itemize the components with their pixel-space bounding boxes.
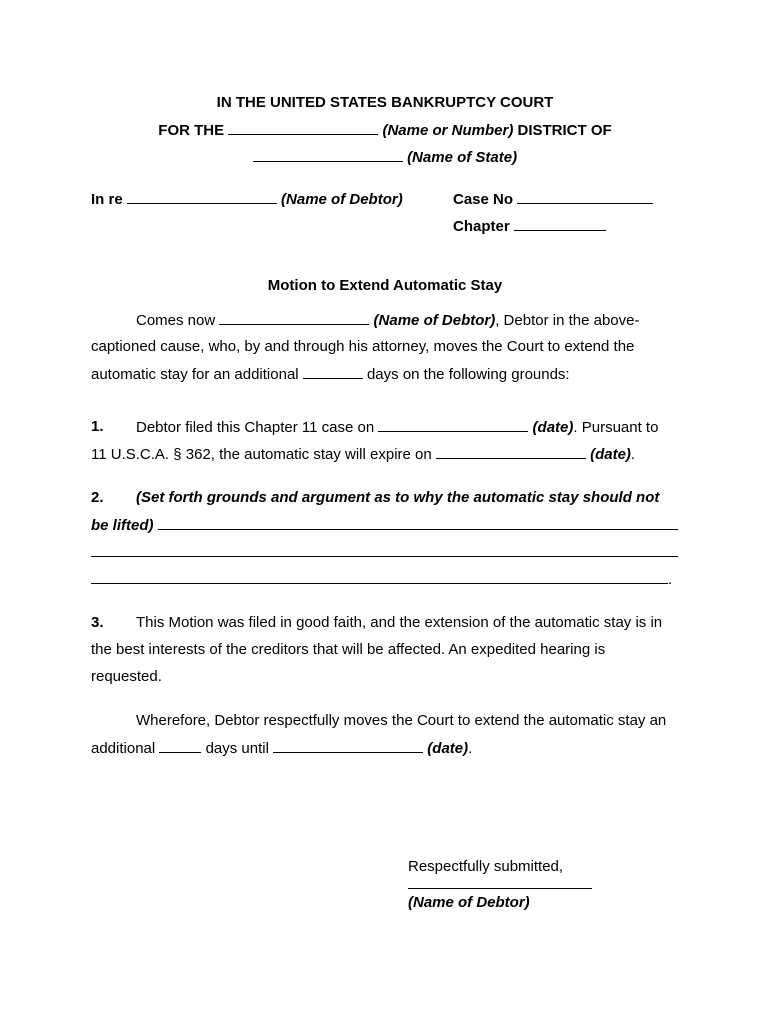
para2-instruction-2: be lifted)	[91, 516, 678, 535]
chapter-blank[interactable]	[514, 217, 606, 231]
wherefore-line-1: Wherefore, Debtor respectfully moves the Court to extend the automatic stay an	[136, 712, 667, 729]
days-blank[interactable]	[303, 365, 363, 379]
motion-title: Motion to Extend Automatic Stay	[267, 277, 503, 294]
grounds-blank-2[interactable]	[91, 543, 678, 557]
para1-line-2: 11 U.S.C.A. § 362, the automatic stay will expire on (date).	[91, 446, 636, 463]
para3-line-1: This Motion was filed in good faith, and the extension of the automatic stay is in	[136, 614, 663, 631]
para1-line-1: Debtor filed this Chapter 11 case on (date). Pursuant to	[136, 419, 659, 436]
district-line: FOR THE (Name or Number) DISTRICT OF	[158, 122, 612, 139]
para3-line-3: requested.	[91, 668, 162, 685]
para2-instruction-1: (Set forth grounds and argument as to why the automatic stay should not	[136, 489, 660, 506]
district-blank[interactable]	[228, 121, 378, 135]
in-re-line: In re (Name of Debtor)	[91, 191, 403, 208]
intro-line-3: automatic stay for an additional days on the following grounds:	[91, 366, 570, 383]
para3-number: 3.	[91, 614, 104, 631]
intro-line-2: captioned cause, who, by and through his attorney, moves the Court to extend the	[91, 338, 635, 355]
intro-debtor-blank[interactable]	[219, 311, 369, 325]
wherefore-line-2: additional days until (date).	[91, 740, 473, 757]
additional-days-blank[interactable]	[159, 739, 201, 753]
chapter-line: Chapter	[453, 217, 606, 236]
court-heading: IN THE UNITED STATES BANKRUPTCY COURT	[216, 94, 554, 111]
grounds-blank-3[interactable]	[91, 570, 668, 584]
filing-date-blank[interactable]	[378, 418, 528, 432]
closing-text: Respectfully submitted,	[408, 858, 564, 875]
intro-line-1: Comes now (Name of Debtor), Debtor in the above-	[136, 312, 640, 329]
signature-name: (Name of Debtor)	[408, 894, 530, 911]
until-date-blank[interactable]	[273, 739, 423, 753]
debtor-name-blank[interactable]	[127, 190, 277, 204]
state-blank[interactable]	[253, 148, 403, 162]
para3-line-2: the best interests of the creditors that will be affected. An expedited hearing is	[91, 641, 606, 658]
grounds-blank-1[interactable]	[158, 516, 678, 530]
para2-blank-line-3: .	[91, 570, 672, 589]
para2-blank-line-2	[91, 543, 678, 562]
para2-number: 2.	[91, 489, 104, 506]
signature-blank[interactable]	[408, 875, 592, 889]
expiry-date-blank[interactable]	[436, 445, 586, 459]
case-no-line: Case No	[453, 190, 653, 209]
para1-number: 1.	[91, 418, 104, 435]
signature-line[interactable]	[408, 875, 592, 894]
case-no-blank[interactable]	[517, 190, 653, 204]
state-line: (Name of State)	[0, 148, 770, 167]
